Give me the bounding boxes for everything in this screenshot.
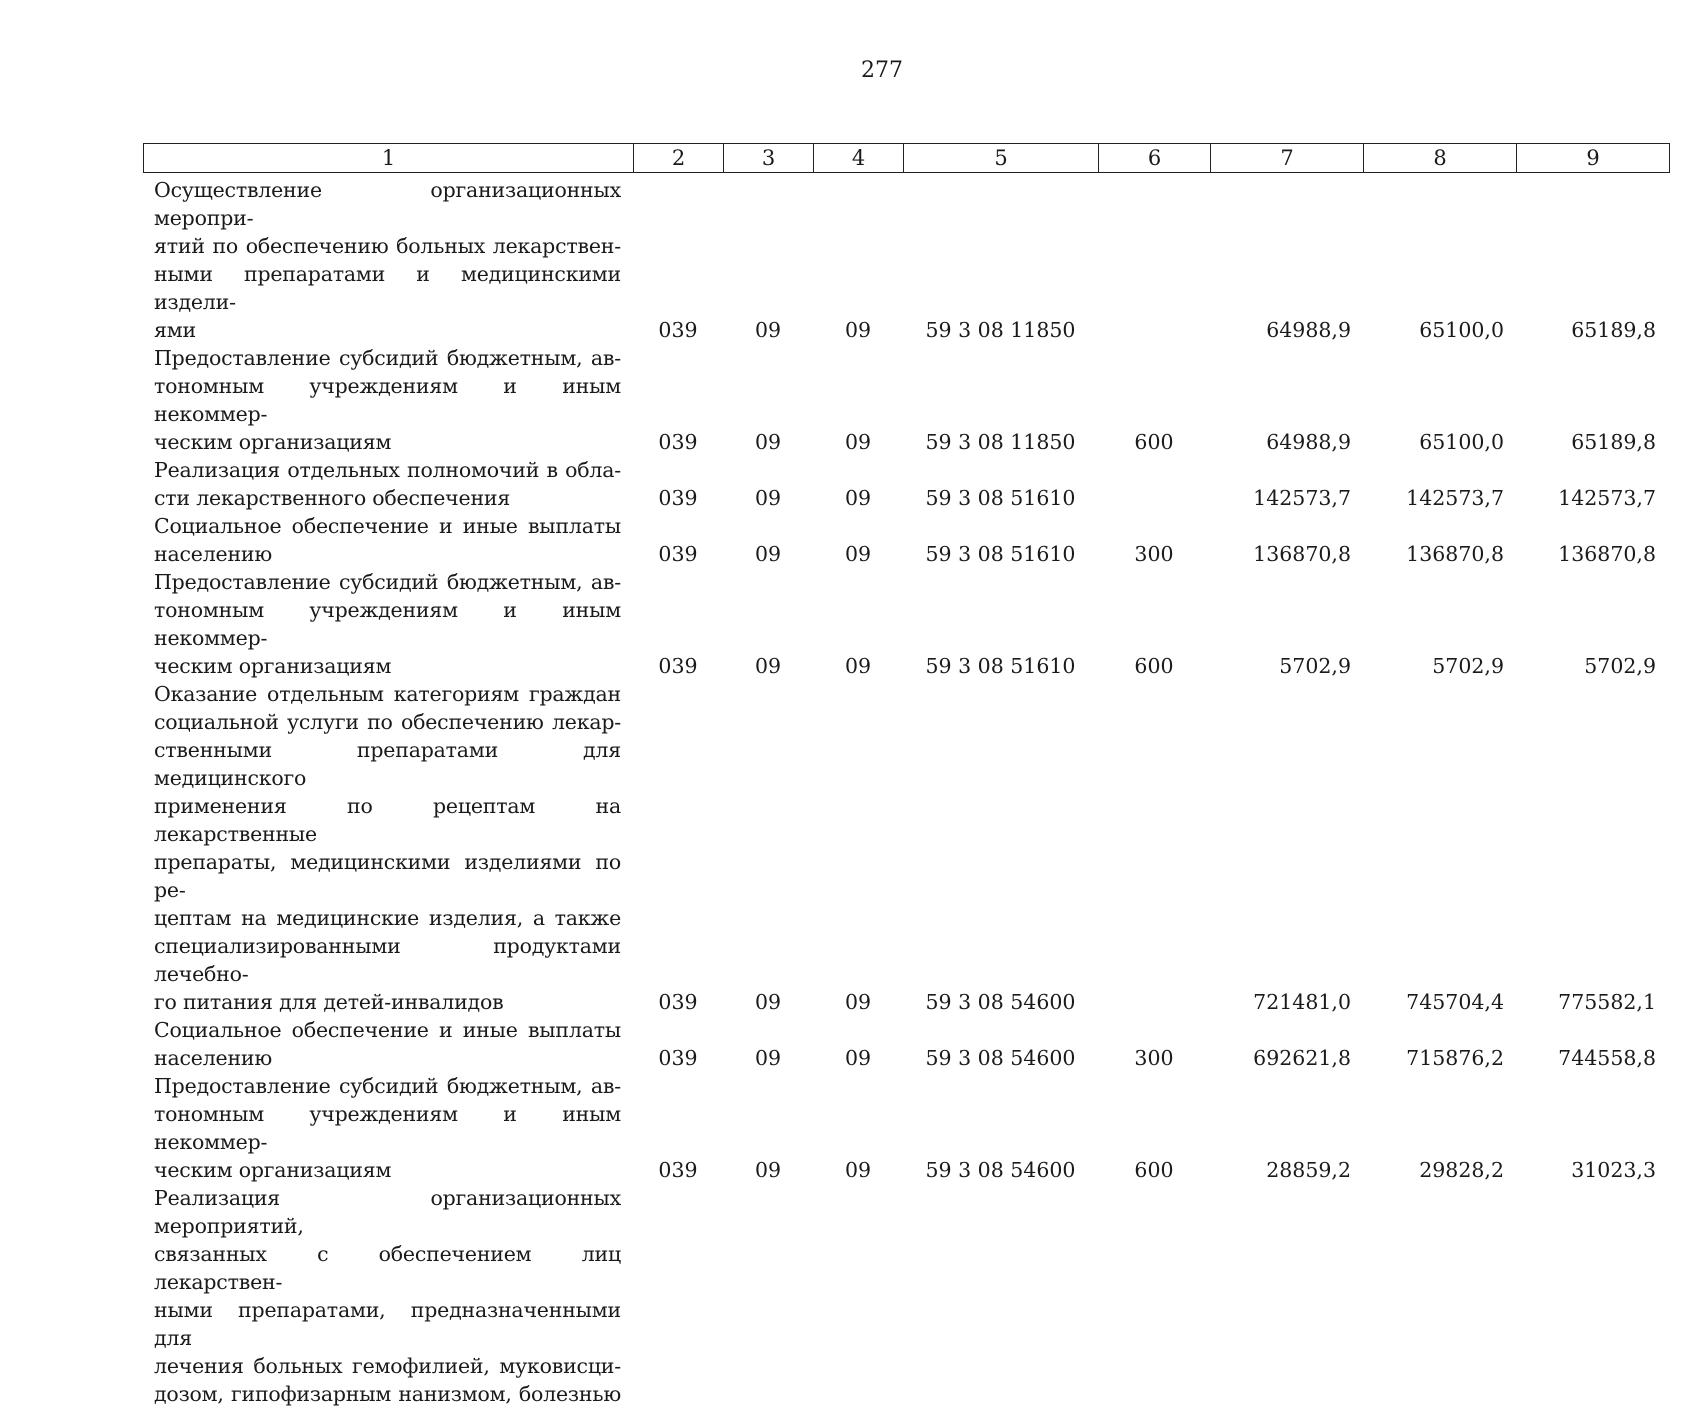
amount-year-2: 65100,0 bbox=[1419, 430, 1504, 454]
amount-year-2: 5702,9 bbox=[1432, 654, 1504, 678]
section-code: 09 bbox=[754, 486, 782, 510]
row-description bbox=[143, 512, 633, 568]
row-description bbox=[143, 176, 633, 344]
section-code: 09 bbox=[754, 654, 782, 678]
table-row bbox=[143, 344, 1668, 456]
description-line: ными препаратами, предназначенными для bbox=[154, 1298, 621, 1350]
subsection-code: 09 bbox=[844, 990, 872, 1014]
amount-year-3: 65189,8 bbox=[1571, 318, 1656, 342]
target-article-code: 59 3 08 51610 bbox=[925, 654, 1076, 678]
section-code: 09 bbox=[754, 1046, 782, 1070]
table-header bbox=[143, 143, 1670, 173]
description-line: Осуществление организационных меропри- bbox=[154, 178, 621, 230]
section-code: 09 bbox=[754, 318, 782, 342]
amount-year-3: 31023,3 bbox=[1571, 1158, 1656, 1182]
ministry-code: 039 bbox=[658, 654, 698, 678]
target-article-code: 59 3 08 54600 bbox=[925, 1158, 1076, 1182]
target-article-code: 59 3 08 51610 bbox=[925, 486, 1076, 510]
description-line: Предоставление субсидий бюджетным, ав- bbox=[154, 1074, 621, 1098]
description-line: применения по рецептам на лекарственные bbox=[154, 794, 621, 846]
amount-year-2: 65100,0 bbox=[1419, 318, 1504, 342]
description-line: препараты, медицинскими изделиями по ре- bbox=[154, 850, 621, 902]
amount-year-1: 692621,8 bbox=[1253, 1046, 1351, 1070]
amount-year-3: 65189,8 bbox=[1571, 430, 1656, 454]
amount-year-1: 721481,0 bbox=[1253, 990, 1351, 1014]
table-row bbox=[143, 1184, 1668, 1408]
description-line: Реализация организационных мероприятий, bbox=[154, 1186, 621, 1238]
ministry-code: 039 bbox=[658, 430, 698, 454]
amount-year-2: 142573,7 bbox=[1406, 486, 1504, 510]
description-line: дозом, гипофизарным нанизмом, болезнью bbox=[154, 1382, 621, 1406]
expense-type-code: 600 bbox=[1134, 430, 1174, 454]
description-line: Социальное обеспечение и иные выплаты bbox=[154, 514, 621, 538]
subsection-code: 09 bbox=[844, 542, 872, 566]
section-code: 09 bbox=[754, 990, 782, 1014]
amount-year-1: 5702,9 bbox=[1279, 654, 1351, 678]
target-article-code: 59 3 08 11850 bbox=[925, 318, 1076, 342]
description-line: го питания для детей-инвалидов bbox=[154, 990, 504, 1014]
subsection-code: 09 bbox=[844, 430, 872, 454]
description-line: ческим организациям bbox=[154, 430, 392, 454]
description-line: ческим организациям bbox=[154, 1158, 392, 1182]
expense-type-code: 300 bbox=[1134, 1046, 1174, 1070]
subsection-code: 09 bbox=[844, 318, 872, 342]
description-line: ями bbox=[154, 318, 196, 342]
amount-year-3: 5702,9 bbox=[1584, 654, 1656, 678]
subsection-code: 09 bbox=[844, 486, 872, 510]
amount-year-2: 29828,2 bbox=[1419, 1158, 1504, 1182]
column-header: 1 bbox=[144, 144, 634, 172]
description-line: лечения больных гемофилией, муковисци- bbox=[154, 1354, 621, 1378]
column-header: 6 bbox=[1099, 144, 1211, 172]
target-article-code: 59 3 08 11850 bbox=[925, 430, 1076, 454]
amount-year-1: 136870,8 bbox=[1253, 542, 1351, 566]
row-description bbox=[143, 568, 633, 680]
description-line: Оказание отдельным категориям граждан bbox=[154, 682, 621, 706]
amount-year-3: 142573,7 bbox=[1558, 486, 1656, 510]
table-row bbox=[143, 512, 1668, 568]
amount-year-1: 28859,2 bbox=[1266, 1158, 1351, 1182]
ministry-code: 039 bbox=[658, 1158, 698, 1182]
description-line: ственными препаратами для медицинского bbox=[154, 738, 621, 790]
table-row bbox=[143, 680, 1668, 1016]
amount-year-2: 136870,8 bbox=[1406, 542, 1504, 566]
ministry-code: 039 bbox=[658, 990, 698, 1014]
column-header: 5 bbox=[904, 144, 1099, 172]
target-article-code: 59 3 08 54600 bbox=[925, 1046, 1076, 1070]
expense-type-code: 600 bbox=[1134, 1158, 1174, 1182]
description-line: тономным учреждениям и иным некоммер- bbox=[154, 374, 621, 426]
amount-year-3: 744558,8 bbox=[1558, 1046, 1656, 1070]
section-code: 09 bbox=[754, 430, 782, 454]
amount-year-2: 715876,2 bbox=[1406, 1046, 1504, 1070]
description-line: сти лекарственного обеспечения bbox=[154, 486, 511, 510]
expense-type-code: 600 bbox=[1134, 654, 1174, 678]
ministry-code: 039 bbox=[658, 1046, 698, 1070]
table-row bbox=[143, 176, 1668, 344]
column-header: 7 bbox=[1211, 144, 1364, 172]
description-line: тономным учреждениям и иным некоммер- bbox=[154, 1102, 621, 1154]
row-description bbox=[143, 1016, 633, 1072]
amount-year-1: 142573,7 bbox=[1253, 486, 1351, 510]
row-description bbox=[143, 1072, 633, 1184]
row-description bbox=[143, 1184, 633, 1408]
amount-year-3: 136870,8 bbox=[1558, 542, 1656, 566]
description-line: специализированными продуктами лечебно- bbox=[154, 934, 621, 986]
subsection-code: 09 bbox=[844, 654, 872, 678]
amount-year-3: 775582,1 bbox=[1558, 990, 1656, 1014]
amount-year-1: 64988,9 bbox=[1266, 318, 1351, 342]
target-article-code: 59 3 08 51610 bbox=[925, 542, 1076, 566]
description-line: ческим организациям bbox=[154, 654, 392, 678]
description-line: Предоставление субсидий бюджетным, ав- bbox=[154, 570, 621, 594]
amount-year-2: 745704,4 bbox=[1406, 990, 1504, 1014]
page-number: 277 bbox=[861, 58, 903, 83]
column-header: 8 bbox=[1364, 144, 1517, 172]
subsection-code: 09 bbox=[844, 1158, 872, 1182]
ministry-code: 039 bbox=[658, 486, 698, 510]
table-row bbox=[143, 568, 1668, 680]
description-line: населению bbox=[154, 542, 273, 566]
table-row bbox=[143, 456, 1668, 512]
ministry-code: 039 bbox=[658, 542, 698, 566]
description-line: населению bbox=[154, 1046, 273, 1070]
target-article-code: 59 3 08 54600 bbox=[925, 990, 1076, 1014]
row-description bbox=[143, 344, 633, 456]
expense-type-code: 300 bbox=[1134, 542, 1174, 566]
description-line: ятий по обеспечению больных лекарствен- bbox=[154, 234, 621, 258]
subsection-code: 09 bbox=[844, 1046, 872, 1070]
row-description bbox=[143, 456, 633, 512]
table-row bbox=[143, 1072, 1668, 1184]
description-line: Социальное обеспечение и иные выплаты bbox=[154, 1018, 621, 1042]
amount-year-1: 64988,9 bbox=[1266, 430, 1351, 454]
section-code: 09 bbox=[754, 542, 782, 566]
column-header: 9 bbox=[1586, 146, 1600, 170]
description-line: ными препаратами и медицинскими издели- bbox=[154, 262, 621, 314]
table-body bbox=[143, 176, 1668, 1408]
description-line: связанных с обеспечением лиц лекарствен- bbox=[154, 1242, 621, 1294]
description-line: социальной услуги по обеспечению лекар- bbox=[154, 710, 621, 734]
ministry-code: 039 bbox=[658, 318, 698, 342]
column-header: 2 bbox=[634, 144, 724, 172]
description-line: тономным учреждениям и иным некоммер- bbox=[154, 598, 621, 650]
section-code: 09 bbox=[754, 1158, 782, 1182]
description-line: цептам на медицинские изделия, а также bbox=[154, 906, 621, 930]
column-header: 3 bbox=[724, 144, 814, 172]
row-description bbox=[143, 680, 633, 1016]
table-row bbox=[143, 1016, 1668, 1072]
description-line: Реализация отдельных полномочий в обла- bbox=[154, 458, 621, 482]
column-header: 4 bbox=[814, 144, 904, 172]
description-line: Предоставление субсидий бюджетным, ав- bbox=[154, 346, 621, 370]
